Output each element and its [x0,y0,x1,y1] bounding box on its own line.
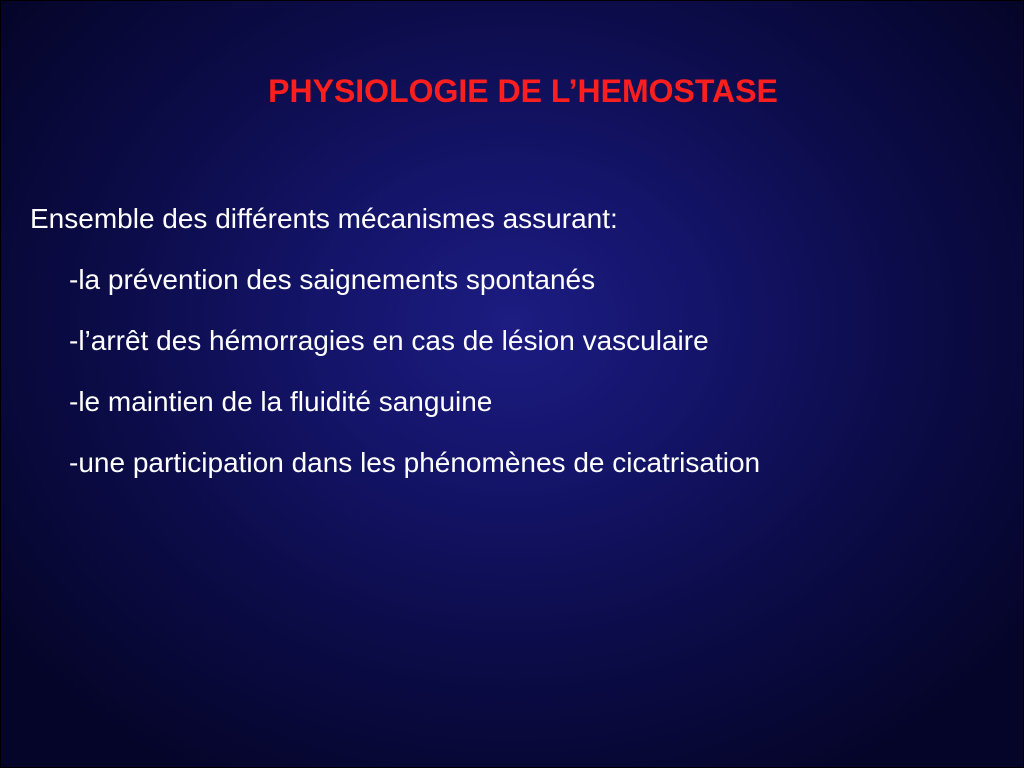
slide-title: PHYSIOLOGIE DE L’HEMOSTASE [268,73,778,109]
slide-body [30,197,990,485]
list-item: -l’arrêt des hémorragies en cas de lésion vasculaire [69,325,709,356]
intro-text: Ensemble des différents mécanismes assurant: [30,203,618,234]
bullet-list [30,258,990,485]
list-item: -le maintien de la fluidité sanguine [69,386,493,417]
list-item: -la prévention des saignements spontanés [69,264,596,295]
list-item: -une participation dans les phénomènes de cicatrisation [69,447,761,478]
